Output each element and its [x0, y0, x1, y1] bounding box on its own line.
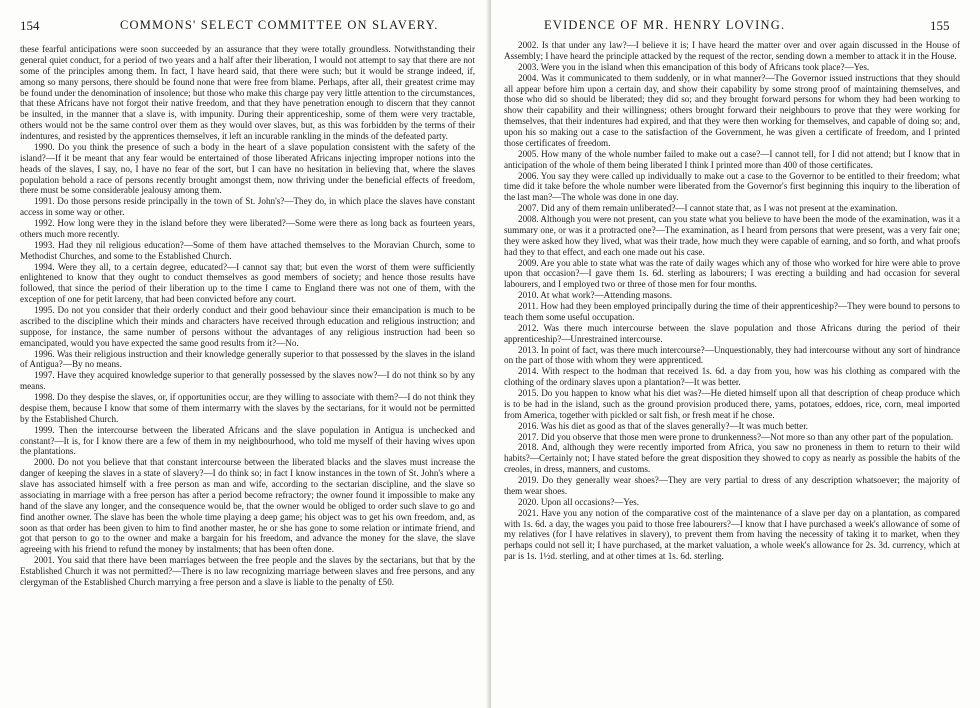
paragraph: 2000. Do not you believe that that constant intercourse between the liberated blacks and the slaves must increase the danger of keeping the slaves in a state of slavery?—I do think so; in fact I know instances in the town of St. John's where a slave has associated himself with a free person as man and wife, according to the sectarian discipline, and the slave so associating in marriage with a free person has after a period become refractory; the owner found it impossible to make any hand of the slave any longer, and the consequence would be, that the owner would be obliged to order such slave to go and find another owner. The slave has been the whole time playing a deep game; his object was to get his own freedom, and, as soon as that order has been given to him to find another master, he or she has gone to some relation or intimate friend, and got that person to go to the owner and make a bargain for his freedom, and advance the money for the slave, the slave agreeing with his friend to refund the money by instalments; that has been often done.: [20, 457, 475, 555]
paragraph: 2011. How had they been employed principally during the time of their apprenticeship?—They were bound to persons to teach them some useful occupation.: [504, 301, 960, 322]
paragraph: 2013. In point of fact, was there much intercourse?—Unquestionably, they had intercourse without any sort of hindrance on the part of those with whom they were apprenticed.: [504, 344, 960, 366]
paragraph: 1995. Do not you consider that their orderly conduct and their good behaviour since their emancipation is much to be ascribed to the discipline which their minds and characters have received through education and religious instruction; and suppose, for instance, the same number of persons without the advantages of any religious instruction had been so emancipated, would you have expected the same good results from it?—No.: [20, 305, 475, 348]
paragraph: 1991. Do those persons reside principally in the town of St. John's?—They do, in which place the slaves have constant access in some way or other.: [20, 196, 475, 218]
paragraph: 2010. At what work?—Attending masons.: [518, 290, 673, 301]
left-page: [0, 0, 489, 708]
right-running-head: [491, 18, 980, 36]
paragraph: 2020. Upon all occasions?—Yes.: [518, 496, 639, 507]
paragraph: 1994. Were they all, to a certain degree, educated?—I cannot say that; but even the worst of them were sufficiently enlightened to know that they ought to conduct themselves as good members of society; and hence those results have followed, that since the period of their liberation up to the time I came to England there was not one of them, with the exception of one for petit larceny, that had been convicted before any court.: [20, 261, 475, 305]
left-running-title: COMMONS' SELECT COMMITTEE ON SLAVERY.: [120, 18, 439, 32]
paragraph: 2017. Did you observe that those men were prone to drunkenness?—Not more so than any other part of the population.: [518, 431, 954, 442]
paragraph: 2005. How many of the whole number failed to make out a case?—I cannot tell, for I did not attend; but I know that in anticipation of the whole of them being liberated I think I printed more than 400 of those certificates.: [504, 148, 960, 170]
paragraph: 2014. With respect to the hodman that received 1s. 6d. a day from you, how was his clothing as compared with the clothing of the ordinary slaves upon a plantation?—It was better.: [504, 366, 960, 388]
right-page-number: 155: [930, 18, 950, 33]
paragraph: 2008. Although you were not present, can you state what you believe to have been the mode of the examination, was it a summary one, or was it a protracted one?—The examination, as I heard from persons that were present, was a very fair one; they were asked how they lived, what was their trade, how much they were capable of earning, and so forth, and what proofs had they to that effect, and each one made out his case.: [504, 214, 960, 257]
paragraph: 2021. Have you any notion of the comparative cost of the maintenance of a slave per day on a plantation, as compared with 1s. 6d. a day, the wages you paid to those free labourers?—I know that I have purchased a week's allowance of some of my relatives (for I have relatives in slavery), to prevent them from having the necessity of taking it to market, when they perhaps could not sell it; I have purchased, at the market valuation, a whole week's allowance for 2s. 3d. currency, which at par is 1s. 1½d. sterling, and at other times at 1s. 6d. sterling.: [504, 507, 960, 562]
paragraph: 1993. Had they nil religious education?—Some of them have attached themselves to the Moravian Church, some to Methodist Churches, and some to the Established Church.: [20, 239, 475, 261]
paragraph: 1996. Was their religious instruction and their knowledge generally superior to that possessed by the slaves in the island of Antigua?—By no means.: [20, 348, 475, 370]
paragraph: 2001. You said that there have been marriages between the free people and the slaves by the sectarians, but that by the Established Church it was not permitted?—There is no law recognizing marriage between slaves and free persons, and any clergyman of the Established Church marrying a free person and a slave is liable to the penalty of £50.: [20, 555, 475, 587]
paragraph: 2006. You say they were called up individually to make out a case to the Governor to be entitled to their freedom; what time did it take before the whole number were liberated from the Governor's first beginning this inquiry to the liberation of the last man?—The whole was done in one day.: [504, 170, 960, 203]
right-running-title: EVIDENCE OF MR. HENRY LOVING.: [544, 18, 786, 32]
paragraph: 2009. Are you able to state what was the rate of daily wages which any of those who worked for hire were able to prove upon that occasion?—I gave them 1s. 6d. sterling as labourers; I was erecting a building and had occasion for several labourers, and I employed two or three of those men for four months.: [504, 257, 960, 290]
paragraph: 1992. How long were they in the island before they were liberated?—Some were there as long back as fourteen years, others much more recently.: [20, 218, 475, 239]
paragraph: 2003. Were you in the island when this emancipation of this body of Africans took place?—Yes.: [518, 61, 870, 72]
paragraph: these fearful anticipations were soon succeeded by an assurance that they were totally groundless. Notwithstanding their general quiet conduct, for a period of two years and a half after their liberation, I would not attempt to say that there are not some of the principles among them. In fact, I have heard said, that there were such; but it would be strange indeed, if, among so many persons, there should be found none that were free from blame. Perhaps, after all, their greatest crime may be found under the denomination of insolence; but those who make this charge pay very little attention to the circumstances, that these Africans have not forgot their native freedom, and that they have penetration enough to discern that they cannot be insulted, in the manner that a slave is, with impunity. During their apprenticeship, some of them were very tractable, others would not be the same control over them as they would over slaves, but, as this was forbidden by the terms of their indentures, and resisted by the apprentices themselves, it left an incurable rankling in the minds of the defeated party.: [20, 44, 475, 141]
paragraph: 1990. Do you think the presence of such a body in the heart of a slave population consistent with the safety of the island?—If it be meant that any fear would be entertained of those liberated Africans injecting improper notions into the heads of the slaves, I say, no, I have no fear of the sort, but I can have no hesitation in believing that, where the slaves population behold a race of persons recently brought amongst them, now thriving under the beneficial effects of freedom, there must be some considerable jealousy among them.: [20, 141, 475, 196]
paragraph: 2019. Do they generally wear shoes?—They are very partial to dress of any description whatsoever; the majority of them wear shoes.: [504, 475, 960, 496]
paragraph: 2018. And, although they were recently imported from Africa, you saw no proneness in them to return to their wild habits?—Certainly not; I have stated before the great disposition they showed to copy as nearly as possible the habits of the creoles, in dress, manners, and customs.: [504, 442, 960, 475]
paragraph: 2012. Was there much intercourse between the slave population and those Africans during the period of their apprenticeship?—Unrestrained intercourse.: [504, 322, 960, 344]
paragraph: 1998. Do they despise the slaves, or, if opportunities occur, are they willing to associate with them?—I do not think they despise them, because I know that some of them intermarry with the slaves by the sectarians, for it would not be permitted by the Established Church.: [20, 392, 475, 424]
paragraph: 2004. Was it communicated to them suddenly, or in what manner?—The Governor issued instructions that they should all appear before him upon a certain day, and show their capability by some strong proof of maintaining themselves, and those who did so should be liberated; they did so; and they brought forward persons for whom they had been working to show their capability and their willingness; others brought forward their neighbours to prove that they were working for themselves, that their indentures had expired, and that they were then working for themselves, and capable of doing so; and, upon his so making out a case to the satisfaction of the Government, he was given a certificate of freedom, and I printed those certificates of freedom.: [504, 72, 960, 148]
left-running-head: [0, 18, 489, 36]
paragraph: 2015. Do you happen to know what his diet was?—He dieted himself upon all that description of cheap produce which is to be had in the island, such as the ground provision produced there, yams, potatoes, eddoes, rice, corn, meal imported from America, together with pickled or salt fish, or fresh meat if he chose.: [504, 388, 960, 420]
right-page: [491, 0, 980, 708]
paragraph: 2007. Did any of them remain unliberated?—I cannot state that, as I was not present at the examination.: [518, 203, 898, 214]
left-body-text: [20, 44, 475, 702]
paragraph: 1999. Then the intercourse between the liberated Africans and the slave population in Antigua is unchecked and constant?—It is, for I know there are a few of them in my neighbourhood, who told me myself of their having wives upon the plantations.: [20, 424, 475, 457]
paragraph: 2016. Was his diet as good as that of the slaves generally?—It was much better.: [518, 420, 809, 431]
right-body-text: [504, 40, 960, 702]
paragraph: 1997. Have they acquired knowledge superior to that generally possessed by the slaves now?—I do not think so by any means.: [20, 370, 475, 392]
left-page-number: 154: [20, 18, 40, 33]
paragraph: 2002. Is that under any law?—I believe it is; I have heard the matter over and over again discussed in the House of Assembly; I have heard the principle attacked by the request of the rector, sending down a member to attack it in the House.: [504, 40, 960, 61]
